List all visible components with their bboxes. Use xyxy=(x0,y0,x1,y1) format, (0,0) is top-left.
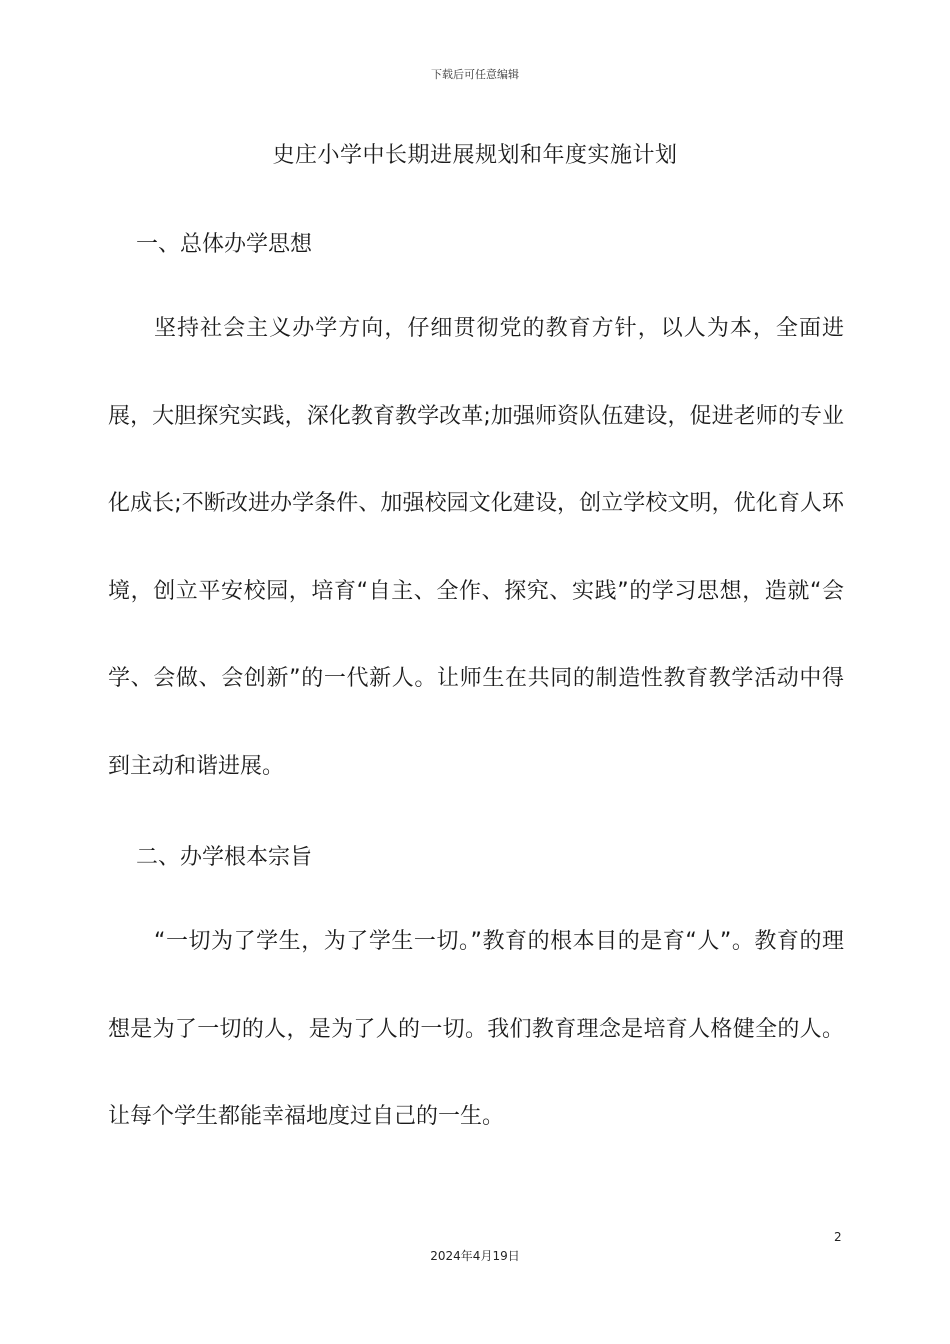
page-number: 2 xyxy=(834,1230,842,1244)
document-title: 史庄小学中长期进展规划和年度实施计划 xyxy=(272,143,678,168)
footer-date: 2024年4月19日 xyxy=(430,1249,520,1263)
header-note: 下载后可任意编辑 xyxy=(431,68,519,81)
section-paragraph-2: “一切为了学生，为了学生一切。”教育的根本目的是育“人”。教育的理想是为了一切的人，是为了人的一切。我们教育理念是培育人格健全的人。让每个学生都能幸福地度过自己的一生。 xyxy=(108,929,844,1129)
section-paragraph-1: 坚持社会主义办学方向，仔细贯彻党的教育方针，以人为本，全面进展，大胆探究实践，深化教育教学改革;加强师资队伍建设，促进老师的专业化成长;不断改进办学条件、加强校园文化建设，创立学校文明，优化育人环境，创立平安校园，培育“自主、全作、探究、实践”的学习思想，造就“会学、会做、会创新”的一代新人。让师生在共同的制造性教育教学活动中得到主动和谐进展。 xyxy=(108,316,844,779)
section-heading-1: 一、总体办学思想 xyxy=(136,232,313,257)
section-heading-2: 二、办学根本宗旨 xyxy=(136,845,313,870)
